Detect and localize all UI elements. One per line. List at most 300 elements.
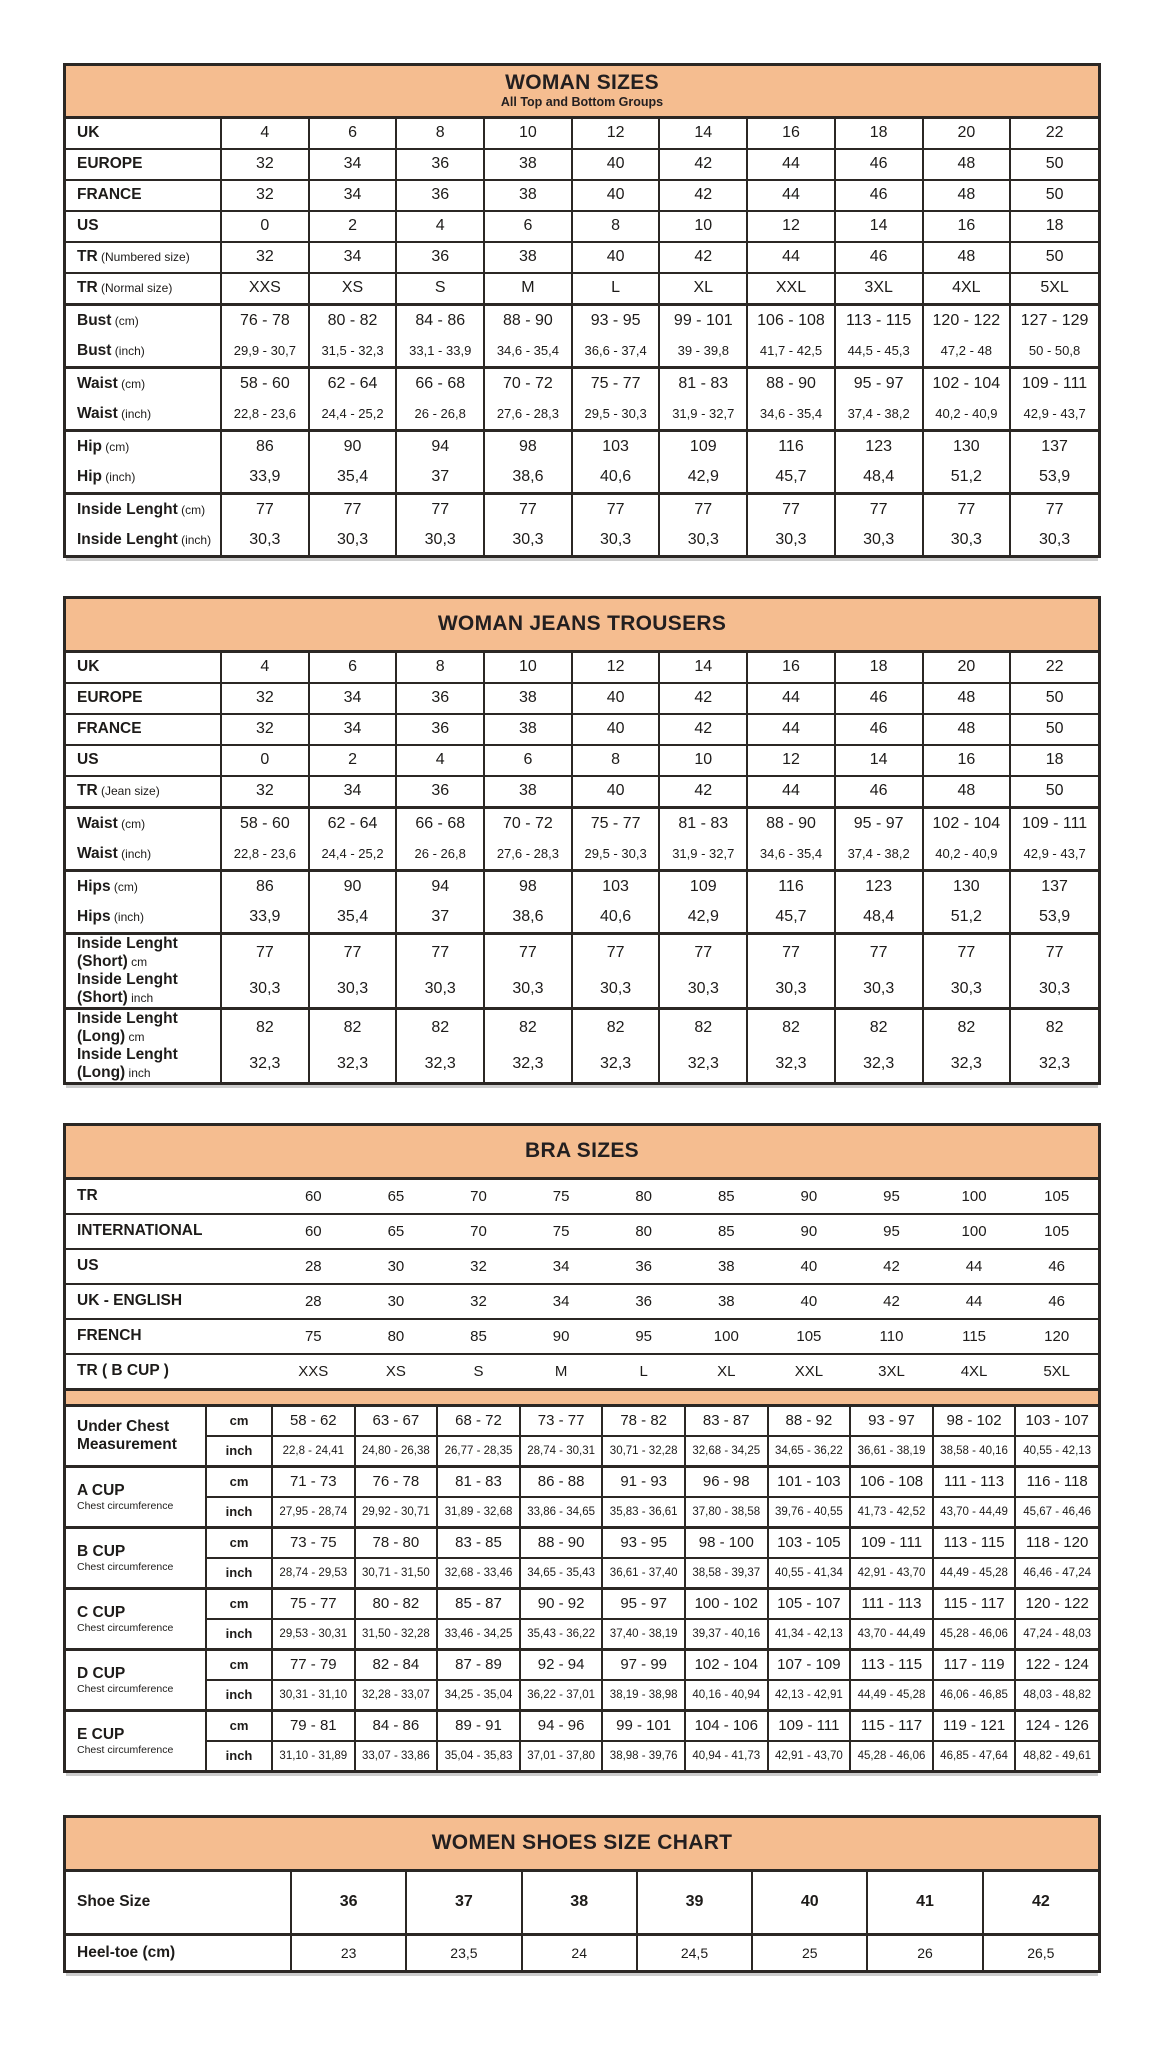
size-cell: 51,2 <box>923 902 1011 934</box>
size-cell: 40 <box>572 180 660 211</box>
size-cell: 45,28 - 46,06 <box>933 1619 1016 1650</box>
size-cell: 29,53 - 30,31 <box>272 1619 355 1650</box>
size-cell: 116 <box>747 870 835 902</box>
size-cell: 116 <box>747 430 835 462</box>
table-title: WOMEN SHOES SIZE CHART <box>431 1830 733 1854</box>
size-cell: 40,55 - 42,13 <box>1015 1436 1098 1467</box>
size-cell: 33,07 - 33,86 <box>355 1741 438 1770</box>
size-cell: 38 <box>522 1872 637 1935</box>
size-cell: 50 <box>1010 714 1098 745</box>
size-cell: 29,5 - 30,3 <box>572 839 660 871</box>
size-cell: 77 <box>923 933 1011 971</box>
size-cell: 22 <box>1010 119 1098 149</box>
size-cell: 44,49 - 45,28 <box>850 1680 933 1711</box>
size-cell: 62 - 64 <box>309 807 397 839</box>
size-cell: 98 <box>484 430 572 462</box>
size-cell: 96 - 98 <box>685 1466 768 1497</box>
size-cell: 46,85 - 47,64 <box>933 1741 1016 1770</box>
row-label <box>66 1710 206 1770</box>
table-row <box>66 1046 1098 1082</box>
row-label <box>66 242 221 273</box>
size-cell: 48 <box>923 242 1011 273</box>
woman-sizes-grid <box>66 119 1098 555</box>
size-cell: 80 <box>355 1319 438 1354</box>
size-cell: 47,2 - 48 <box>923 336 1011 368</box>
row-label-main: Inside Lenght (Long) <box>77 1045 178 1081</box>
size-cell: 113 - 115 <box>933 1527 1016 1558</box>
size-cell: 78 - 82 <box>602 1405 685 1436</box>
size-cell: 84 - 86 <box>355 1710 438 1741</box>
size-cell: 77 <box>309 933 397 971</box>
table-row <box>66 807 1098 839</box>
size-cell: 36 <box>396 714 484 745</box>
size-cell: 88 - 90 <box>520 1527 603 1558</box>
row-label <box>66 1214 272 1249</box>
size-cell: 39,37 - 40,16 <box>685 1619 768 1650</box>
size-cell: 106 - 108 <box>747 304 835 336</box>
size-cell: 113 - 115 <box>835 304 923 336</box>
unit-label: inch <box>206 1619 272 1650</box>
size-cell: 45,28 - 46,06 <box>850 1741 933 1770</box>
table-row <box>66 304 1098 336</box>
size-cell: 82 <box>221 1008 309 1046</box>
row-label-main: Waist <box>77 814 118 832</box>
size-cell: 18 <box>1010 745 1098 776</box>
size-cell: L <box>572 273 660 305</box>
size-cell: 33,46 - 34,25 <box>437 1619 520 1650</box>
size-cell: 34 <box>309 242 397 273</box>
size-cell: 36,61 - 38,19 <box>850 1436 933 1467</box>
size-cell: 77 <box>1010 933 1098 971</box>
size-cell: 82 <box>1010 1008 1098 1046</box>
size-cell: 0 <box>221 745 309 776</box>
size-cell: M <box>520 1354 603 1390</box>
size-cell: 71 - 73 <box>272 1466 355 1497</box>
size-cell: 6 <box>484 211 572 242</box>
size-cell: 40 <box>752 1872 867 1935</box>
row-label <box>66 1249 272 1284</box>
size-cell: 123 <box>835 870 923 902</box>
size-cell: 38,6 <box>484 902 572 934</box>
size-cell: 36,6 - 37,4 <box>572 336 660 368</box>
size-cell: 42 <box>659 683 747 714</box>
size-cell: 124 - 126 <box>1015 1710 1098 1741</box>
size-cell: 40 <box>572 242 660 273</box>
size-cell: 63 - 67 <box>355 1405 438 1436</box>
size-cell: 46 <box>1015 1249 1098 1284</box>
size-cell: 77 <box>747 933 835 971</box>
size-cell: 50 <box>1010 149 1098 180</box>
size-cell: 111 - 113 <box>933 1466 1016 1497</box>
size-cell: 12 <box>572 653 660 683</box>
size-cell: 50 <box>1010 683 1098 714</box>
woman-jeans-grid <box>66 653 1098 1082</box>
size-cell: 90 <box>520 1319 603 1354</box>
size-cell: 48,03 - 48,82 <box>1015 1680 1098 1711</box>
size-cell: 77 <box>396 493 484 525</box>
size-cell: XL <box>685 1354 768 1390</box>
unit-label: cm <box>206 1405 272 1436</box>
row-label-main: Inside Lenght <box>77 530 178 548</box>
size-cell: 36 <box>602 1249 685 1284</box>
size-cell: 5XL <box>1015 1354 1098 1390</box>
table-row <box>66 273 1098 305</box>
size-cell: 44 <box>747 683 835 714</box>
row-label <box>66 807 221 839</box>
size-cell: 38 <box>484 714 572 745</box>
row-label-sub: (inch) <box>117 406 152 421</box>
table-title: WOMAN JEANS TROUSERS <box>437 611 727 635</box>
size-cell: 30,71 - 31,50 <box>355 1558 438 1589</box>
size-cell: 20 <box>923 653 1011 683</box>
size-cell: 95 - 97 <box>602 1588 685 1619</box>
size-cell: 42 <box>659 242 747 273</box>
size-cell: 32,28 - 33,07 <box>355 1680 438 1711</box>
size-cell: 73 - 75 <box>272 1527 355 1558</box>
row-label <box>66 683 221 714</box>
size-cell: 42 <box>659 776 747 808</box>
size-cell: 31,9 - 32,7 <box>659 839 747 871</box>
size-cell: 105 <box>1044 1187 1070 1205</box>
size-cell: 130 <box>923 430 1011 462</box>
size-cell: 31,89 - 32,68 <box>437 1497 520 1528</box>
size-cell: 82 <box>309 1008 397 1046</box>
size-cell: XL <box>659 273 747 305</box>
size-cell: 32 <box>221 714 309 745</box>
size-cell: 106 - 108 <box>850 1466 933 1497</box>
table-row <box>66 971 1098 1009</box>
bra-standard-row <box>66 1249 1098 1284</box>
size-cell: 48 <box>923 714 1011 745</box>
size-cell: 34 <box>309 683 397 714</box>
size-cell: 85 - 87 <box>437 1588 520 1619</box>
size-cell: 26 <box>867 1934 982 1970</box>
size-cell: 33,9 <box>221 462 309 494</box>
size-cell: 93 - 95 <box>572 304 660 336</box>
size-cell: 46 <box>1015 1284 1098 1319</box>
unit-label: cm <box>206 1466 272 1497</box>
size-cell: 31,50 - 32,28 <box>355 1619 438 1650</box>
row-label-main: FRANCE <box>77 186 142 204</box>
women-shoes-header <box>66 1818 1098 1872</box>
size-cell: 36 <box>396 683 484 714</box>
row-label-sub: (Normal size) <box>97 281 173 296</box>
size-cell: 48,4 <box>835 462 923 494</box>
size-cell: 73 - 77 <box>520 1405 603 1436</box>
size-cell: 44,5 - 45,3 <box>835 336 923 368</box>
row-label <box>66 1934 291 1970</box>
size-cell: XXL <box>747 273 835 305</box>
size-cell: 40,94 - 41,73 <box>685 1741 768 1770</box>
size-cell: 102 - 104 <box>923 367 1011 399</box>
unit-label: inch <box>206 1497 272 1528</box>
size-cell: 32 <box>221 149 309 180</box>
size-cell: 90 <box>768 1214 851 1249</box>
size-cell: 46 <box>835 776 923 808</box>
size-cell: 44 <box>747 714 835 745</box>
size-cell: 77 <box>747 493 835 525</box>
size-cell: 29,9 - 30,7 <box>221 336 309 368</box>
size-cell: 100 - 102 <box>685 1588 768 1619</box>
size-cell: 24,5 <box>637 1934 752 1970</box>
size-cell: 85 <box>685 1214 768 1249</box>
size-cell: 38,98 - 39,76 <box>602 1741 685 1770</box>
size-cell: 8 <box>396 653 484 683</box>
size-cell: 48 <box>923 776 1011 808</box>
size-cell: 62 - 64 <box>309 367 397 399</box>
row-label-sub: (inch) <box>111 343 145 358</box>
size-cell: 10 <box>484 653 572 683</box>
size-cell: 48,82 - 49,61 <box>1015 1741 1098 1770</box>
bra-measure-row-inch <box>66 1741 1098 1770</box>
size-cell: 58 - 60 <box>221 367 309 399</box>
size-cell: 34 <box>520 1249 603 1284</box>
size-cell: 86 - 88 <box>520 1466 603 1497</box>
size-cell: 103 - 105 <box>768 1527 851 1558</box>
size-cell: 105 - 107 <box>768 1588 851 1619</box>
size-cell: 2 <box>309 745 397 776</box>
size-cell: 77 <box>309 493 397 525</box>
size-cell: 42 <box>850 1249 933 1284</box>
table-row <box>66 149 1098 180</box>
women-shoes-table <box>63 1815 1101 1973</box>
size-cell: M <box>484 273 572 305</box>
size-cell: 46,06 - 46,85 <box>933 1680 1016 1711</box>
size-cell: 29,5 - 30,3 <box>572 399 660 431</box>
size-cell: 36 <box>396 149 484 180</box>
table-subtitle: All Top and Bottom Groups <box>500 95 664 110</box>
size-cell: 68 - 72 <box>437 1405 520 1436</box>
size-cell: 26 - 26,8 <box>396 399 484 431</box>
size-cell: 46 <box>835 714 923 745</box>
size-cell: 70 <box>470 1187 487 1205</box>
size-cell: 36,61 - 37,40 <box>602 1558 685 1589</box>
size-cell: 110 <box>850 1319 933 1354</box>
bra-measure-row-inch <box>66 1436 1098 1467</box>
row-label-main: TR <box>77 1187 98 1205</box>
size-cell: 37 <box>396 902 484 934</box>
size-cell: 77 <box>659 493 747 525</box>
size-cell: 88 - 90 <box>484 304 572 336</box>
size-cell: 75 - 77 <box>572 367 660 399</box>
size-cell: 37,4 - 38,2 <box>835 839 923 871</box>
row-label <box>66 714 221 745</box>
size-cell: 33,86 - 34,65 <box>520 1497 603 1528</box>
row-label <box>66 902 221 934</box>
size-cell: 30,3 <box>835 525 923 555</box>
size-cell: 86 <box>221 870 309 902</box>
size-cell: XXL <box>768 1354 851 1390</box>
size-cell: 37 <box>406 1872 521 1935</box>
table-row <box>66 714 1098 745</box>
size-cell: 32,3 <box>1010 1046 1098 1082</box>
size-cell: 42,91 - 43,70 <box>850 1558 933 1589</box>
size-cell: 34,6 - 35,4 <box>484 336 572 368</box>
woman-jeans-table <box>63 596 1101 1085</box>
size-cell: 44 <box>933 1284 1016 1319</box>
size-cell: 6 <box>484 745 572 776</box>
size-cell: 37,80 - 38,58 <box>685 1497 768 1528</box>
size-cell: 30 <box>355 1284 438 1319</box>
size-cell: 4XL <box>933 1354 1016 1390</box>
size-cell: 94 - 96 <box>520 1710 603 1741</box>
size-cell: 89 - 91 <box>437 1710 520 1741</box>
size-cell: 14 <box>659 653 747 683</box>
row-label <box>66 1354 272 1390</box>
table-title: WOMAN SIZES <box>505 71 659 94</box>
size-cell: XS <box>309 273 397 305</box>
size-cell: 88 - 90 <box>747 807 835 839</box>
size-cell: 77 <box>1010 493 1098 525</box>
size-cell: 48 <box>923 683 1011 714</box>
size-cell: 5XL <box>1010 273 1098 305</box>
table-row <box>66 653 1098 683</box>
size-cell: 45,7 <box>747 902 835 934</box>
table-row <box>66 839 1098 871</box>
row-label-main: Hips <box>77 907 111 925</box>
size-cell: 45,67 - 46,46 <box>1015 1497 1098 1528</box>
bra-measure-row-cm <box>66 1649 1098 1680</box>
size-cell: 58 - 60 <box>221 807 309 839</box>
size-cell: 122 - 124 <box>1015 1649 1098 1680</box>
table-row <box>66 242 1098 273</box>
size-cell: 44 <box>747 776 835 808</box>
size-cell: 109 <box>659 430 747 462</box>
size-cell: 105 <box>768 1319 851 1354</box>
row-label-main: Waist <box>77 374 118 392</box>
size-cell: 22 <box>1010 653 1098 683</box>
table-row <box>66 1934 1098 1970</box>
size-cell: 87 - 89 <box>437 1649 520 1680</box>
unit-label: inch <box>206 1741 272 1770</box>
size-cell: 33,1 - 33,9 <box>396 336 484 368</box>
size-cell: 40,6 <box>572 902 660 934</box>
size-cell: 41 <box>867 1872 982 1935</box>
row-label-main: EUROPE <box>77 689 143 707</box>
unit-label: cm <box>206 1649 272 1680</box>
size-cell: 44 <box>747 149 835 180</box>
size-cell: 42,9 <box>659 462 747 494</box>
size-cell: 81 - 83 <box>437 1466 520 1497</box>
size-cell: 38,6 <box>484 462 572 494</box>
size-cell: 32 <box>437 1284 520 1319</box>
size-cell: 40,2 - 40,9 <box>923 839 1011 871</box>
size-cell: 77 <box>835 493 923 525</box>
size-cell: 120 - 122 <box>923 304 1011 336</box>
size-cell: 16 <box>747 653 835 683</box>
size-cell: 16 <box>923 211 1011 242</box>
size-cell: 38 <box>484 180 572 211</box>
size-cell: 26 - 26,8 <box>396 839 484 871</box>
size-cell: 32,3 <box>572 1046 660 1082</box>
size-cell: 93 - 95 <box>602 1527 685 1558</box>
row-label-sub: (cm) <box>110 879 138 894</box>
size-cell: 6 <box>309 653 397 683</box>
row-label <box>66 336 221 368</box>
size-cell: 38,19 - 38,98 <box>602 1680 685 1711</box>
bra-measure-row-cm <box>66 1588 1098 1619</box>
row-label-sub: Chest circumference <box>77 1499 174 1512</box>
row-label <box>66 839 221 871</box>
size-cell: 32 <box>221 180 309 211</box>
size-cell: 12 <box>747 211 835 242</box>
size-cell: 99 - 101 <box>602 1710 685 1741</box>
size-cell: 30,3 <box>923 525 1011 555</box>
size-cell: 30,3 <box>221 525 309 555</box>
row-label-main: EUROPE <box>77 155 143 173</box>
size-cell: 47,24 - 48,03 <box>1015 1619 1098 1650</box>
row-label-sub: Chest circumference <box>77 1682 174 1695</box>
row-label <box>66 933 221 971</box>
size-cell: 82 <box>923 1008 1011 1046</box>
size-cell: 44 <box>933 1249 1016 1284</box>
size-cell: 45,7 <box>747 462 835 494</box>
divider-band-cell <box>66 1389 1098 1405</box>
row-label-main: Waist <box>77 844 118 862</box>
size-cell: 50 <box>1010 242 1098 273</box>
size-cell: 10 <box>484 119 572 149</box>
size-cell: 79 - 81 <box>272 1710 355 1741</box>
size-cell: 40 <box>572 149 660 180</box>
size-cell: 43,70 - 44,49 <box>850 1619 933 1650</box>
size-cell: 109 - 111 <box>768 1710 851 1741</box>
size-cell: 29,92 - 30,71 <box>355 1497 438 1528</box>
size-cell: 42 <box>659 714 747 745</box>
size-cell: 37,4 - 38,2 <box>835 399 923 431</box>
size-cell: 70 <box>437 1214 520 1249</box>
woman-jeans-header <box>66 599 1098 653</box>
row-label-sub: Chest circumference <box>77 1743 174 1756</box>
size-cell: 76 - 78 <box>221 304 309 336</box>
row-label-main: TR ( B CUP ) <box>77 1362 169 1380</box>
row-label-main: Bust <box>77 341 112 359</box>
unit-label: cm <box>206 1588 272 1619</box>
bra-measure-row-inch <box>66 1497 1098 1528</box>
size-cell: 38 <box>484 149 572 180</box>
size-cell: 88 - 92 <box>768 1405 851 1436</box>
size-cell: 120 <box>1015 1319 1098 1354</box>
size-cell: 26,5 <box>983 1934 1098 1970</box>
size-cell: 24,4 - 25,2 <box>309 399 397 431</box>
row-label-main: Waist <box>77 404 118 422</box>
row-label <box>66 1872 291 1935</box>
size-cell: 34 <box>309 776 397 808</box>
size-cell: 30,3 <box>1010 525 1098 555</box>
size-cell: 75 - 77 <box>272 1588 355 1619</box>
size-cell: 77 <box>484 933 572 971</box>
bra-sizes-grid <box>66 1180 1098 1770</box>
size-cell: 34 <box>309 149 397 180</box>
size-cell: 76 - 78 <box>355 1466 438 1497</box>
size-cell: 35,4 <box>309 902 397 934</box>
bra-measure-row-inch <box>66 1558 1098 1589</box>
size-cell: 82 <box>835 1008 923 1046</box>
row-label-main: Under Chest Measurement <box>77 1417 177 1453</box>
size-cell: 30,71 - 32,28 <box>602 1436 685 1467</box>
size-cell: 82 <box>572 1008 660 1046</box>
row-label <box>66 1649 206 1710</box>
size-cell: 42 <box>850 1284 933 1319</box>
size-cell: 77 - 79 <box>272 1649 355 1680</box>
table-row <box>66 367 1098 399</box>
size-cell: 30,3 <box>484 971 572 1009</box>
size-cell: 34,25 - 35,04 <box>437 1680 520 1711</box>
row-label-main: FRANCE <box>77 720 142 738</box>
size-cell: 98 <box>484 870 572 902</box>
size-cell: 32,3 <box>923 1046 1011 1082</box>
size-cell: 32,3 <box>835 1046 923 1082</box>
size-cell: 42 <box>659 149 747 180</box>
